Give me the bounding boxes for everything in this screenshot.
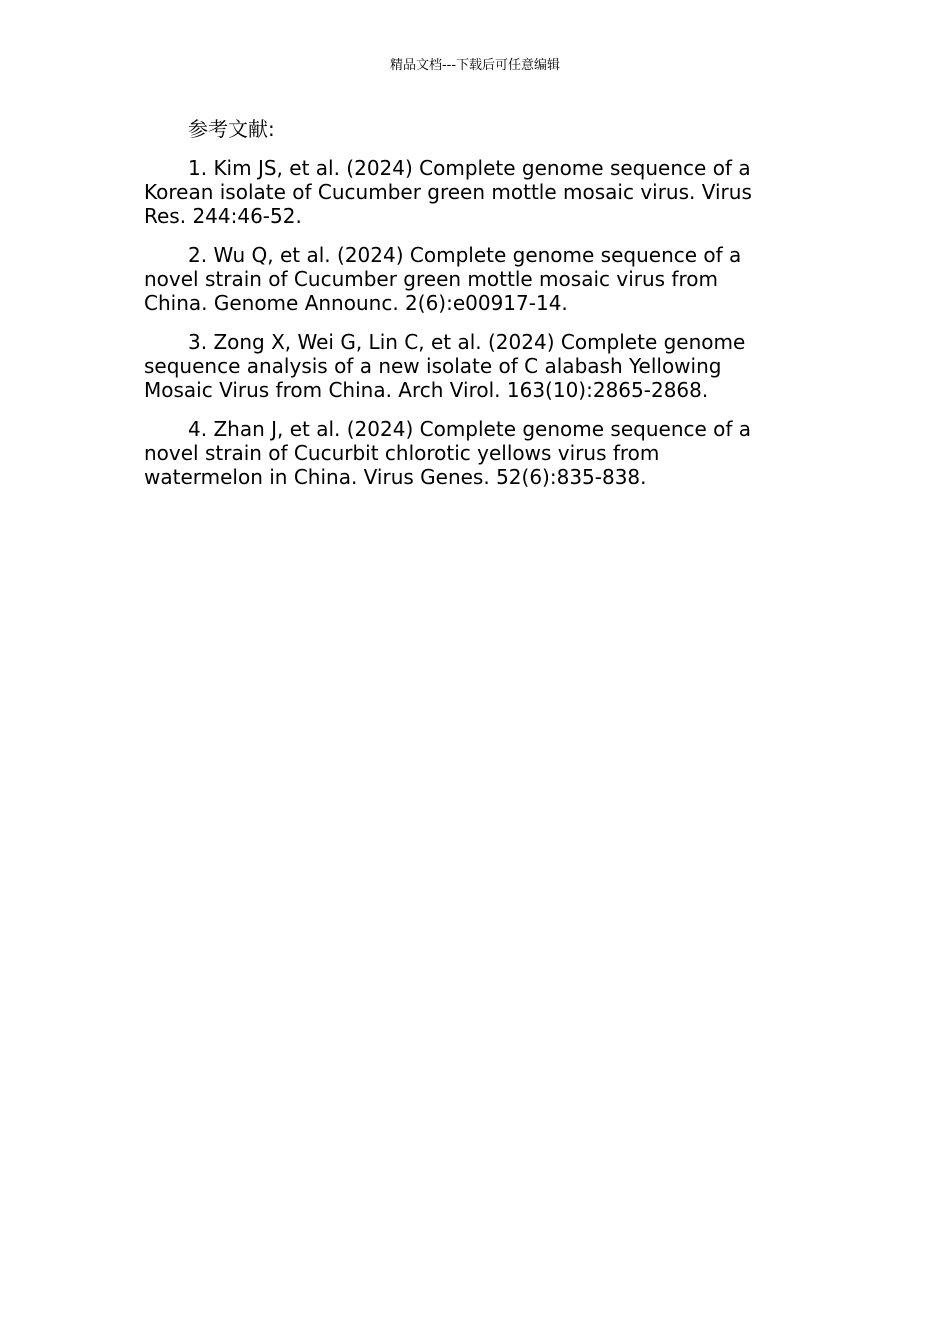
page-header: 精品文档---下载后可任意编辑 [389,58,561,73]
references-section [144,116,784,504]
reference-item-1: 1. Kim JS, et al. (2024) Complete genome sequence of a Korean isolate of Cucumber green mottle mosaic virus. Virus Res. 244:46-52. [144,156,752,228]
reference-item-3: 3. Zong X, Wei G, Lin C, et al. (2024) Complete genome sequence analysis of a new isolate of C alabash Yellowing Mosaic Virus from China. Arch Virol. 163(10):2865-2868. [144,330,746,402]
reference-list [144,156,784,489]
reference-item-2: 2. Wu Q, et al. (2024) Complete genome sequence of a novel strain of Cucumber green mottle mosaic virus from China. Genome Announc. 2(6):e00917-14. [144,243,742,315]
reference-item-4: 4. Zhan J, et al. (2024) Complete genome sequence of a novel strain of Cucurbit chlorotic yellows virus from watermelon in China. Virus Genes. 52(6):835-838. [144,417,752,489]
references-title: 参考文献: [188,117,275,141]
